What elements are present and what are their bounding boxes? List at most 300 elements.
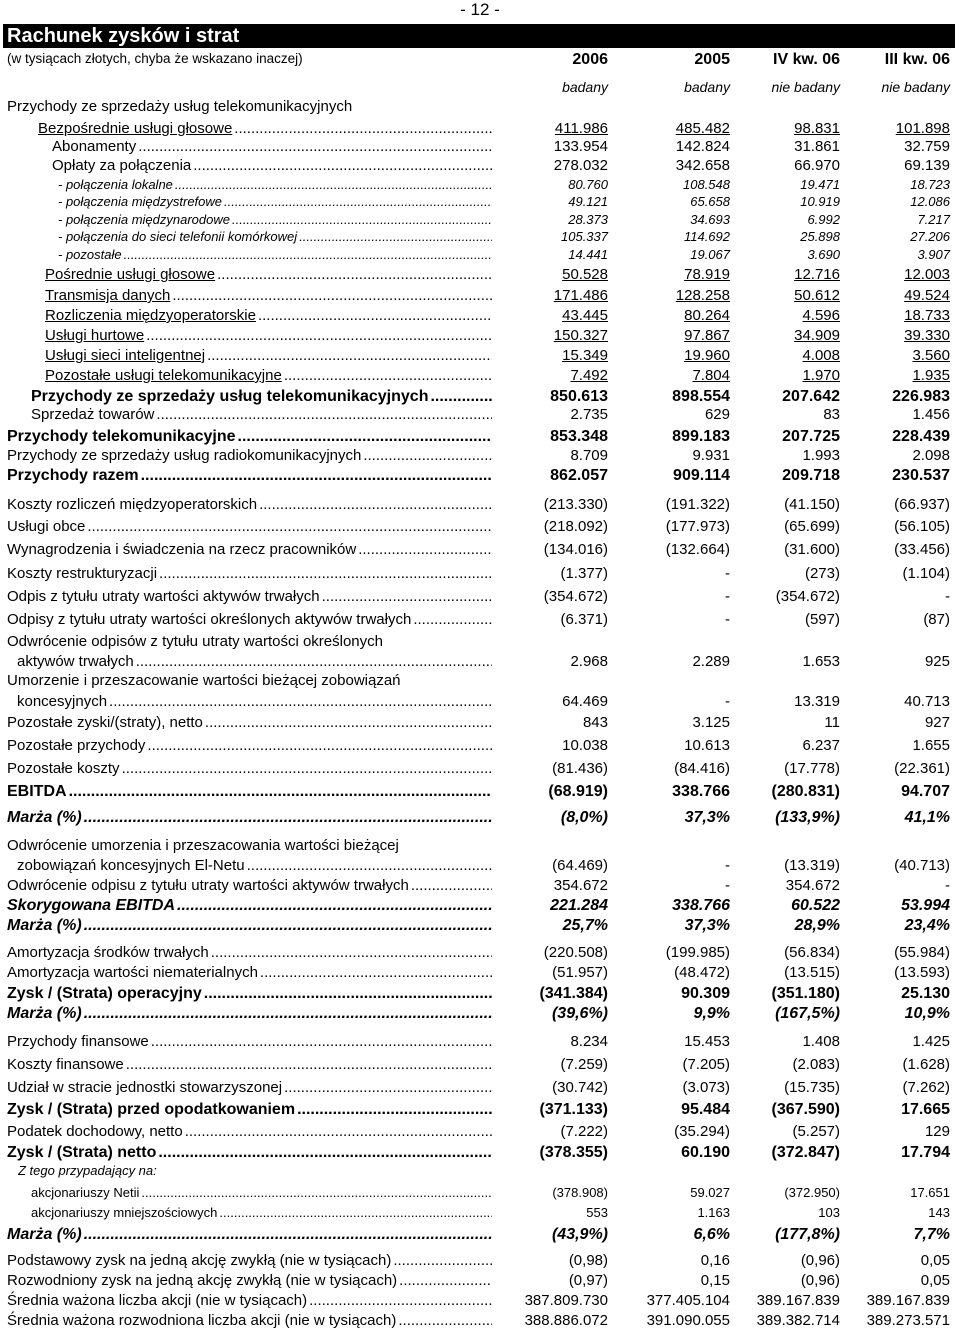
value-cell: 9.931: [692, 447, 730, 464]
column-note-q3-06: nie badany: [881, 79, 950, 95]
row-label-text: Odpisy z tytułu utraty wartości określonych aktywów trwałych: [7, 611, 412, 628]
value-cell: (371.133): [539, 1101, 608, 1118]
value-cell: 1.655: [912, 737, 950, 754]
value-cell: 12.716: [794, 266, 840, 283]
value-cell: (15.735): [784, 1079, 840, 1096]
row-label: [7, 540, 492, 560]
value-cell: 209.718: [782, 467, 840, 484]
row-label: [7, 1032, 492, 1052]
row-label: [7, 759, 492, 779]
row-label-text: - połączenia międzystrefowe: [58, 194, 223, 209]
value-cell: 32.759: [904, 138, 950, 155]
value-cell: 34.693: [690, 212, 730, 227]
value-cell: 53.994: [901, 897, 950, 914]
value-cell: 338.766: [672, 783, 730, 800]
row-label: [7, 781, 492, 802]
row-label-text: Zysk / (Strata) operacyjny: [7, 985, 202, 1002]
row-label-continuation: [17, 652, 492, 672]
row-label-continuation: [17, 692, 492, 712]
row-label-text: Koszty rozliczeń międzyoperatorskich: [7, 496, 258, 513]
value-cell: (341.384): [539, 985, 608, 1002]
value-cell: 80.760: [568, 177, 608, 192]
row-label: [7, 713, 492, 733]
value-cell: (66.937): [894, 496, 950, 513]
value-cell: 207.725: [782, 428, 840, 445]
row-label-text: Podatek dochodowy, netto: [7, 1123, 183, 1140]
value-cell: (2.083): [792, 1056, 840, 1073]
row-label: [45, 326, 492, 346]
value-cell: (218.092): [543, 518, 608, 535]
column-note-q4-06: nie badany: [771, 79, 840, 95]
value-cell: 80.264: [684, 307, 730, 324]
value-cell: -: [725, 565, 730, 582]
value-cell: 94.707: [901, 783, 950, 800]
value-cell: 59.027: [690, 1185, 730, 1200]
value-cell: 4.596: [802, 307, 840, 324]
row-label-text: akcjonariuszy mniejszościowych: [31, 1205, 218, 1220]
column-note-2006: badany: [562, 79, 608, 95]
value-cell: 843: [582, 714, 608, 731]
value-cell: 78.919: [684, 266, 730, 283]
row-label: [7, 495, 492, 515]
row-label: [7, 1055, 492, 1075]
value-cell: 11: [824, 714, 840, 731]
value-cell: 10.613: [684, 737, 730, 754]
value-cell: 41,1%: [904, 809, 950, 826]
value-cell: 65.658: [690, 194, 730, 209]
row-label-text: - połączenia lokalne: [58, 177, 173, 192]
value-cell: 221.284: [550, 897, 608, 914]
row-label-text: Marża (%): [7, 1226, 82, 1243]
value-cell: 925: [924, 653, 950, 670]
value-cell: 9,9%: [693, 1005, 730, 1022]
value-cell: 391.090.055: [646, 1312, 730, 1329]
value-cell: 18.733: [904, 307, 950, 324]
value-cell: 64.469: [562, 693, 608, 710]
value-cell: 12.086: [910, 194, 950, 209]
statement-subtitle: (w tysiącach złotych, chyba że wskazano inaczej): [7, 51, 303, 66]
row-label: [18, 1162, 492, 1180]
row-label-text: Skorygowana EBITDA: [7, 897, 176, 914]
value-cell: (81.436): [552, 760, 608, 777]
value-cell: (372.847): [771, 1144, 840, 1161]
column-header-q4-06: IV kw. 06: [773, 51, 840, 68]
value-cell: 25,7%: [562, 917, 608, 934]
row-label-text: Odwrócenie odpisów z tytułu utraty wartości określonych: [7, 633, 383, 650]
value-cell: (273): [804, 565, 840, 582]
value-cell: (132.664): [665, 541, 730, 558]
row-label: [7, 1271, 492, 1291]
row-label-text: Usługi obce: [7, 518, 86, 535]
value-cell: 50.528: [562, 266, 608, 283]
row-label-text: Przychody ze sprzedaży usług radiokomunikacyjnych: [7, 447, 362, 464]
value-cell: 114.692: [683, 229, 730, 244]
value-cell: 108.548: [683, 177, 730, 192]
value-cell: (6.371): [560, 611, 608, 628]
value-cell: 389.382.714: [756, 1312, 840, 1329]
row-label: [7, 836, 399, 856]
row-label-text: Sprzedaż towarów: [31, 406, 155, 423]
value-cell: 19.960: [684, 347, 730, 364]
value-cell: 66.970: [794, 157, 840, 174]
value-cell: -: [725, 588, 730, 605]
value-cell: 60.190: [681, 1144, 730, 1161]
row-label: [7, 632, 383, 652]
value-cell: 3.560: [912, 347, 950, 364]
value-cell: (87): [923, 611, 950, 628]
value-cell: 12.003: [904, 266, 950, 283]
value-cell: 853.348: [550, 428, 608, 445]
value-cell: -: [945, 877, 950, 894]
row-label-text: Odpis z tytułu utraty wartości aktywów trwałych: [7, 588, 320, 605]
value-cell: 49.524: [904, 287, 950, 304]
value-cell: 553: [586, 1205, 608, 1220]
row-label: [45, 286, 492, 306]
value-cell: 10.038: [562, 737, 608, 754]
value-cell: 8.709: [570, 447, 608, 464]
row-label: [7, 587, 492, 607]
row-label-text: Bezpośrednie usługi głosowe: [38, 120, 233, 137]
value-cell: (0,98): [568, 1252, 608, 1269]
value-cell: 7,7%: [913, 1226, 950, 1243]
value-cell: 97.867: [684, 327, 730, 344]
row-label: [58, 246, 492, 264]
value-cell: 909.114: [673, 467, 730, 484]
row-label-text: Przychody finansowe: [7, 1033, 149, 1050]
value-cell: 207.642: [782, 388, 840, 405]
value-cell: 19.471: [800, 177, 840, 192]
value-cell: (199.985): [665, 944, 730, 961]
value-cell: (56.834): [784, 944, 840, 961]
value-cell: 3.907: [917, 247, 950, 262]
value-cell: 129: [924, 1123, 950, 1140]
value-cell: 28,9%: [794, 917, 840, 934]
value-cell: 95.484: [681, 1101, 730, 1118]
value-cell: 862.057: [550, 467, 608, 484]
value-cell: 40.713: [904, 693, 950, 710]
value-cell: (55.984): [894, 944, 950, 961]
row-label-text: Udział w stracie jednostki stowarzyszonej: [7, 1079, 283, 1096]
value-cell: (5.257): [792, 1123, 840, 1140]
value-cell: 15.453: [684, 1033, 730, 1050]
value-cell: 10,9%: [904, 1005, 950, 1022]
value-cell: 2.098: [912, 447, 950, 464]
value-cell: 2.735: [570, 406, 608, 423]
value-cell: -: [725, 611, 730, 628]
row-label: [7, 1224, 492, 1245]
row-label-text: Średnia ważona rozwodniona liczba akcji (nie w tysiącach): [7, 1312, 397, 1329]
value-cell: 354.672: [785, 877, 840, 894]
row-label: [7, 1078, 492, 1098]
value-cell: (39,6%): [551, 1005, 608, 1022]
value-cell: (68.919): [548, 783, 608, 800]
row-label: [58, 211, 492, 229]
value-cell: 15.349: [562, 347, 608, 364]
value-cell: 31.861: [794, 138, 840, 155]
row-label-text: Odwrócenie umorzenia i przeszacowania wartości bieżącej: [7, 837, 399, 854]
row-label: [7, 465, 492, 486]
value-cell: 50.612: [794, 287, 840, 304]
value-cell: (351.180): [771, 985, 840, 1002]
value-cell: (0,97): [568, 1272, 608, 1289]
value-cell: 6.237: [802, 737, 840, 754]
value-cell: 7.804: [692, 367, 730, 384]
value-cell: 0,16: [700, 1252, 730, 1269]
row-label: [7, 963, 492, 983]
value-cell: 1.163: [697, 1205, 730, 1220]
value-cell: (378.355): [539, 1144, 608, 1161]
value-cell: 17.794: [901, 1144, 950, 1161]
value-cell: 4.008: [802, 347, 840, 364]
row-label-text: Koszty finansowe: [7, 1056, 124, 1073]
value-cell: (3.073): [682, 1079, 730, 1096]
row-label: [52, 137, 492, 157]
value-cell: 128.258: [675, 287, 730, 304]
value-cell: 13.319: [794, 693, 840, 710]
value-cell: 0,15: [700, 1272, 730, 1289]
row-label-text: Marża (%): [7, 809, 82, 826]
value-cell: (177.973): [665, 518, 730, 535]
value-cell: 0,05: [920, 1252, 950, 1269]
row-label-text: Przychody ze sprzedaży usług telekomunikacyjnych: [31, 388, 429, 405]
value-cell: -: [725, 877, 730, 894]
value-cell: 226.983: [892, 388, 950, 405]
row-label: [52, 156, 492, 176]
value-cell: 39.330: [904, 327, 950, 344]
value-cell: (33.456): [894, 541, 950, 558]
value-cell: 101.898: [895, 120, 950, 137]
value-cell: 34.909: [794, 327, 840, 344]
value-cell: 898.554: [672, 388, 730, 405]
value-cell: 8.234: [570, 1033, 608, 1050]
row-label: [7, 1142, 492, 1163]
value-cell: 2.289: [692, 653, 730, 670]
value-cell: 142.824: [675, 138, 730, 155]
value-cell: (13.515): [784, 964, 840, 981]
value-cell: 90.309: [681, 985, 730, 1002]
row-label: [7, 807, 492, 828]
row-label-text: Rozliczenia międzyoperatorskie: [45, 307, 256, 324]
row-label: [45, 346, 492, 366]
value-cell: 6,6%: [693, 1226, 730, 1243]
value-cell: 1.653: [802, 653, 840, 670]
value-cell: 60.522: [791, 897, 840, 914]
value-cell: 23,4%: [904, 917, 950, 934]
value-cell: 43.445: [562, 307, 608, 324]
value-cell: 133.954: [553, 138, 608, 155]
value-cell: -: [725, 857, 730, 874]
value-cell: 278.032: [553, 157, 608, 174]
row-label: [7, 610, 492, 630]
value-cell: (65.699): [784, 518, 840, 535]
row-label: [45, 265, 492, 285]
value-cell: (177,8%): [775, 1226, 840, 1243]
row-label-text: akcjonariuszy Netii: [31, 1185, 140, 1200]
row-label-text: Przychody telekomunikacyjne: [7, 428, 236, 445]
column-note-2005: badany: [684, 79, 730, 95]
value-cell: (51.957): [552, 964, 608, 981]
row-label-text: Wynagrodzenia i świadczenia na rzecz pracowników: [7, 541, 357, 558]
value-cell: (372.950): [784, 1185, 840, 1200]
value-cell: (0,96): [800, 1252, 840, 1269]
row-label-text: Zysk / (Strata) przed opodatkowaniem: [7, 1101, 296, 1118]
value-cell: (30.742): [552, 1079, 608, 1096]
value-cell: 171.486: [553, 287, 608, 304]
row-label-text: Przychody razem: [7, 467, 139, 484]
value-cell: (56.105): [894, 518, 950, 535]
column-header-2005: 2005: [694, 51, 730, 68]
row-label-text: Podstawowy zysk na jedną akcję zwykłą (nie w tysiącach): [7, 1252, 392, 1269]
value-cell: (133,9%): [775, 809, 840, 826]
value-cell: 387.809.730: [524, 1292, 608, 1309]
row-label-text: Usługi sieci inteligentnej: [45, 347, 206, 364]
row-label-text: Pośrednie usługi głosowe: [45, 266, 216, 283]
value-cell: 485.482: [675, 120, 730, 137]
value-cell: (378.908): [552, 1185, 608, 1200]
value-cell: 354.672: [553, 877, 608, 894]
row-label-text: - połączenia do sieci telefonii komórkowej: [58, 229, 298, 244]
row-label: [31, 1204, 492, 1222]
value-cell: -: [945, 588, 950, 605]
value-cell: 228.439: [892, 428, 950, 445]
value-cell: 338.766: [672, 897, 730, 914]
value-cell: 1.408: [802, 1033, 840, 1050]
value-cell: 14.441: [568, 247, 608, 262]
value-cell: 7.217: [917, 212, 950, 227]
row-label: [7, 671, 401, 691]
row-label: [7, 895, 492, 916]
value-cell: 0,05: [920, 1272, 950, 1289]
row-label-text: EBITDA: [7, 783, 67, 800]
row-label: [7, 1291, 492, 1311]
value-cell: 150.327: [553, 327, 608, 344]
row-label: [7, 1311, 492, 1331]
value-cell: 143: [928, 1205, 950, 1220]
row-label-text: Z tego przypadający na:: [18, 1163, 157, 1178]
value-cell: 105.337: [561, 229, 608, 244]
row-label-text: Koszty restrukturyzacji: [7, 565, 158, 582]
value-cell: 3.690: [807, 247, 840, 262]
value-cell: 7.492: [570, 367, 608, 384]
row-label: [7, 446, 492, 466]
row-label-text: Amortyzacja środków trwałych: [7, 944, 209, 961]
row-label-text: - pozostałe: [58, 247, 122, 262]
value-cell: (1.377): [560, 565, 608, 582]
value-cell: (84.416): [674, 760, 730, 777]
value-cell: 1.993: [802, 447, 840, 464]
row-label: [7, 1251, 492, 1271]
row-label-text: Pozostałe usługi telekomunikacyjne: [45, 367, 282, 384]
value-cell: (17.778): [784, 760, 840, 777]
row-label: [31, 386, 492, 407]
row-label-text: Pozostałe przychody: [7, 737, 146, 754]
value-cell: 25.130: [901, 985, 950, 1002]
value-cell: (167,5%): [775, 1005, 840, 1022]
row-label: [7, 1003, 492, 1024]
value-cell: (220.508): [543, 944, 608, 961]
value-cell: 388.886.072: [524, 1312, 608, 1329]
value-cell: 103: [818, 1205, 840, 1220]
value-cell: 411.986: [554, 120, 608, 137]
value-cell: 27.206: [910, 229, 950, 244]
value-cell: 10.919: [800, 194, 840, 209]
row-label-text: Usługi hurtowe: [45, 327, 145, 344]
value-cell: 899.183: [672, 428, 730, 445]
value-cell: 18.723: [910, 177, 950, 192]
row-label: [58, 228, 492, 246]
row-label: [7, 426, 492, 447]
row-label: [58, 193, 492, 211]
row-label-text: Opłaty za połączenia: [52, 157, 192, 174]
row-label-text: Zysk / (Strata) netto: [7, 1144, 157, 1161]
row-label-text: Marża (%): [7, 1005, 82, 1022]
value-cell: (280.831): [771, 783, 840, 800]
row-label: [7, 983, 492, 1004]
value-cell: 3.125: [692, 714, 730, 731]
value-cell: 98.831: [794, 120, 840, 137]
value-cell: (597): [804, 611, 840, 628]
row-label: [31, 405, 492, 425]
value-cell: 342.658: [675, 157, 730, 174]
value-cell: (41.150): [784, 496, 840, 513]
value-cell: (7.205): [682, 1056, 730, 1073]
row-label: [38, 119, 492, 139]
row-label-text: Amortyzacja wartości niematerialnych: [7, 964, 258, 981]
value-cell: 49.121: [568, 194, 608, 209]
row-label-text: Pozostałe koszty: [7, 760, 120, 777]
value-cell: 6.992: [807, 212, 840, 227]
value-cell: 629: [704, 406, 730, 423]
value-cell: (1.628): [902, 1056, 950, 1073]
value-cell: 2.968: [570, 653, 608, 670]
value-cell: (7.262): [902, 1079, 950, 1096]
section-header: Przychody ze sprzedaży usług telekomunikacyjnych: [7, 98, 353, 115]
value-cell: 389.167.839: [866, 1292, 950, 1309]
value-cell: 17.651: [910, 1185, 950, 1200]
value-cell: (35.294): [674, 1123, 730, 1140]
value-cell: (354.672): [543, 588, 608, 605]
value-cell: 37,3%: [684, 809, 730, 826]
value-cell: 1.456: [912, 406, 950, 423]
value-cell: (31.600): [784, 541, 840, 558]
value-cell: 850.613: [550, 388, 608, 405]
value-cell: 19.067: [690, 247, 730, 262]
row-label-text: Odwrócenie odpisu z tytułu utraty wartości aktywów trwałych: [7, 877, 409, 894]
value-cell: (354.672): [775, 588, 840, 605]
value-cell: (134.016): [543, 541, 608, 558]
value-cell: 1.425: [912, 1033, 950, 1050]
row-label-continuation-text: zobowiązań koncesyjnych El-Netu: [17, 857, 245, 874]
row-label-continuation-text: koncesyjnych: [17, 693, 108, 710]
value-cell: 927: [924, 714, 950, 731]
row-label: [45, 306, 492, 326]
value-cell: (13.319): [784, 857, 840, 874]
value-cell: (1.104): [902, 565, 950, 582]
value-cell: -: [725, 693, 730, 710]
row-label: [7, 517, 492, 537]
value-cell: 69.139: [904, 157, 950, 174]
row-label-text: Pozostałe zyski/(straty), netto: [7, 714, 203, 731]
value-cell: 37,3%: [684, 917, 730, 934]
value-cell: 25.898: [800, 229, 840, 244]
value-cell: (7.259): [560, 1056, 608, 1073]
value-cell: (367.590): [771, 1101, 840, 1118]
value-cell: (43,9%): [551, 1226, 608, 1243]
value-cell: 389.167.839: [756, 1292, 840, 1309]
value-cell: (13.593): [894, 964, 950, 981]
row-label: [45, 366, 492, 386]
column-header-q3-06: III kw. 06: [884, 51, 950, 68]
